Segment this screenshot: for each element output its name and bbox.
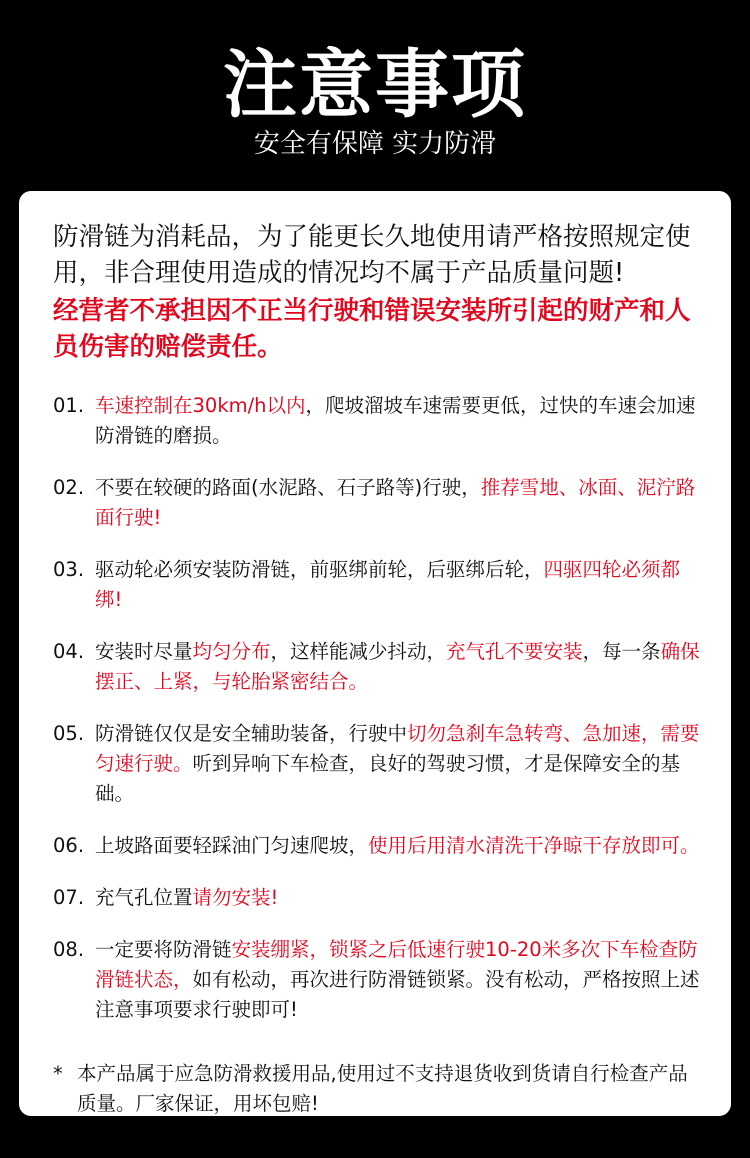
item-text-part: 不要在较硬的路面(水泥路、石子路等)行驶，: [95, 476, 481, 499]
item-text-part: 充气孔位置: [95, 886, 193, 909]
notice-list: [53, 391, 701, 1025]
item-text-highlight: 安装绷紧，锁紧之后低速行驶10-20米多次下车检查防滑链状态，: [95, 938, 698, 991]
item-number: 07.: [53, 886, 85, 909]
item-text-highlight: 使用后用清水清洗干净晾干存放即可。: [368, 834, 700, 857]
item-text-part: 一定要将防滑链: [95, 938, 232, 961]
page-title: 注意事项: [223, 42, 527, 128]
list-item: [53, 935, 701, 1025]
item-text-highlight: 推荐雪地、冰面、泥泞路面行驶!: [95, 476, 696, 529]
item-text: [95, 391, 701, 451]
footnote: [53, 1059, 701, 1119]
item-text: [95, 637, 701, 697]
item-text-part: ，爬坡溜坡车速需要更低，过快的车速会加速防滑链的磨损。: [95, 394, 696, 447]
item-text: [95, 473, 701, 533]
item-text-highlight: 切勿急刹车急转弯、急加速，需要匀速行驶。: [95, 722, 700, 775]
item-text-part: 如有松动，再次进行防滑链锁紧。没有松动，严格按照上述注意事项要求行驶即可!: [95, 968, 700, 1021]
list-item: [53, 637, 701, 697]
list-item: [53, 831, 701, 861]
item-text-highlight: 充气孔不要安装: [446, 640, 583, 663]
notice-card: [19, 191, 731, 1116]
item-number: 06.: [53, 834, 85, 857]
item-text: [95, 719, 701, 809]
item-text: [95, 831, 701, 861]
item-text-highlight: 均匀分布: [192, 640, 271, 663]
item-number: 03.: [53, 558, 85, 581]
list-item: [53, 719, 701, 809]
item-text-highlight: 车速控制在30km/h以内: [95, 394, 306, 417]
item-text-part: 安装时尽量: [95, 640, 193, 663]
item-text-highlight: 四驱四轮必须都绑!: [95, 558, 681, 611]
item-text-highlight: 请勿安装!: [192, 886, 279, 909]
item-text-part: 听到异响下车检查，良好的驾驶习惯，才是保障安全的基础。: [95, 752, 681, 805]
list-item: [53, 473, 701, 533]
item-text: [95, 883, 701, 913]
page-subtitle: 安全有保障 实力防滑: [253, 129, 497, 159]
item-text-highlight: 确保摆正、上紧，与轮胎紧密结合。: [95, 640, 700, 693]
item-text-part: 防滑链仅仅是安全辅助装备，行驶中: [95, 722, 408, 745]
item-number: 04.: [53, 640, 85, 663]
liability-warning: 经营者不承担因不正当行驶和错误安装所引起的财产和人员伤害的赔偿责任。: [53, 296, 691, 362]
item-text-part: ，这样能减少抖动，: [270, 640, 447, 663]
item-number: 02.: [53, 476, 85, 499]
item-number: 05.: [53, 722, 85, 745]
header: [0, 0, 750, 190]
list-item: [53, 883, 701, 913]
item-text: [95, 555, 701, 615]
item-text: [95, 935, 701, 1025]
item-text-part: 上坡路面要轻踩油门匀速爬坡，: [95, 834, 369, 857]
list-item: [53, 555, 701, 615]
asterisk: *: [53, 1062, 63, 1085]
item-number: 01.: [53, 394, 85, 417]
list-item: [53, 391, 701, 451]
item-number: 08.: [53, 938, 85, 961]
intro-text: 防滑链为消耗品，为了能更长久地使用请严格按照规定使用，非合理使用造成的情况均不属于产品质量问题!: [53, 222, 691, 288]
footnote-text: 本产品属于应急防滑救援用品,使用过不支持退货收到货请自行检查产品质量。厂家保证，用坏包赔!: [77, 1062, 688, 1115]
item-text-part: ，每一条: [582, 640, 661, 663]
item-text-part: 驱动轮必须安装防滑链，前驱绑前轮，后驱绑后轮，: [95, 558, 544, 581]
